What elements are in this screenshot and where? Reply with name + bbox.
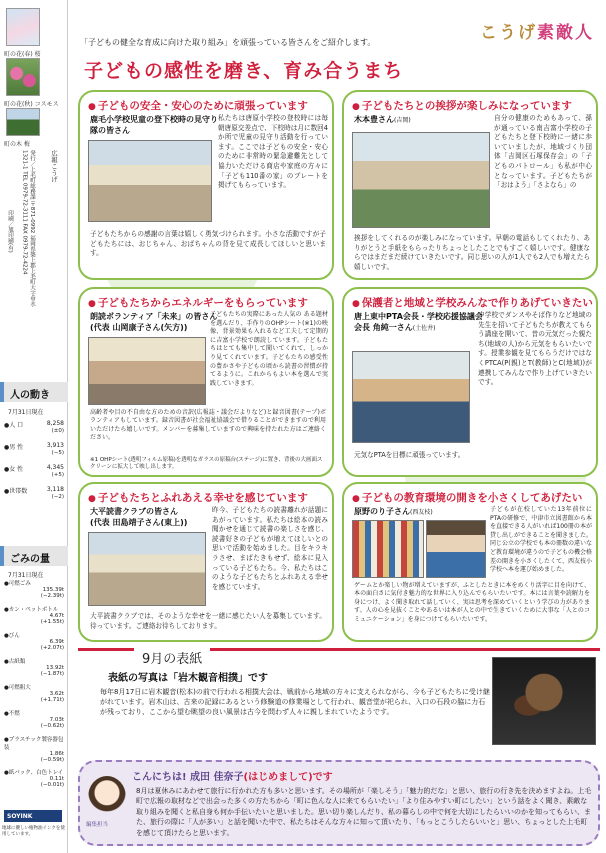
cover-section [78, 648, 600, 756]
garbage-row: ●可燃ごみ 135.39t (−2.39t) [4, 581, 64, 599]
garbage-row: ●紙パック、白色トレイ 0.11t (−0.01t) [4, 770, 64, 788]
panel-org: 原野のり子さん(西友枝) [354, 507, 433, 516]
panel-org: 朗読ボランティア「未来」の皆さん (代表 山岡康子さん(矢方)) [90, 312, 218, 332]
panel-body: 子どもたちの実際にあった人気の ある題材を選んだり、手作りのOHPシート(※1)の映像、背景効果も入れるなど工夫して定期的に吉富小学校で朗読しています。子どもたちはとても集中して聞いてくれて、しっかり見てくれています。子どもたちの感受性の豊かさや子どもの頃から読書の習慣が持てるように。これからもよい本を選んで実践していきます。 [210, 311, 328, 387]
greeting-body: 8月は夏休みにあわせて旅行に行かれた方も多いと思います。その場所が「楽しそう」「魅力的だな」と思い、旅行の行き先を決めますよね。上毛町で広報の取材などで出会った多くの方たちから「町に色んな人に来てもらいたい」「より住みやすい町にしたい」という話をよく聞き、素敵な取り組みを聞くと私自身も何か手伝いたいと思いました。思い切り楽しんだり、私の暮らしの中で何を大切にしたらいいのかを知ってもらい、また、旅行の際に「人が多い」と話を聞いた中で、私たちはそんな方々に知って頂いたり、「もっとこうしたらいいと」思い、ちょっとした上毛町を感じて頂けたらと思います。 [136, 787, 592, 837]
magazine-title: 広報こうげ [50, 150, 58, 183]
soy-ink-note: 地球に優しい植物油インクを使用しています。 [2, 826, 65, 837]
editor-tag: 編集担当 [86, 822, 109, 828]
population-row: ●女 性 4,345 (+5) [4, 464, 64, 478]
elder-photo [352, 132, 490, 228]
panel-body: 昨今、子どもたちの読書離れが話題にあがっています。私たちは絵本の読み聞かせを通じて読書の楽しさを感じ、読書好きの子どもが増えてほしいとの思いで活動を始めました。目をキラキラさせ、まばたきもせず、絵本に見入っている子どもたち。今、私たちはこのような子どもたちとふれあえる幸せを感じています。 [212, 506, 328, 591]
panel-org: 唐上東中PTA会長・学校応援協議会会長 角純一さん(土佐井) [354, 312, 483, 332]
panel-greeting [342, 90, 598, 280]
panel-title: ● 子どもの安全・安心のために頑張っています [88, 98, 308, 113]
garbage-row: ●プラスチック製容器包装 1.86t (−0.59t) [4, 737, 64, 763]
garbage-row: ●可燃粗大 3.62t (+1.71t) [4, 685, 64, 703]
panel-org: 大平読書クラブの皆さん (代表 田島靖子さん(東上)) [90, 507, 188, 527]
panel-note: ※1 OHPシート(透明フィルム原稿)を透明なガラスの原稿台(ステージ)に置き、背後の大画面スクリーンに拡大して映し出します。 [90, 457, 323, 470]
panel-body-2: 挨拶をしてくれるのが楽しみになっています。早朝の電話もしてくれたり、ありがとうと手紙をもらったりちょっとしたことでもすごく嬉しいです。健康ならではまだまだ続けていきたいです。同じ思いの人が1人でも2人でも増えたら嬉しいです。 [354, 234, 590, 271]
bookshelf-photo [352, 520, 424, 578]
population-row: ●世帯数 3,118 (−2) [4, 486, 64, 500]
panel-title: ● 子どもたちとの挨拶が楽しみになっています [352, 98, 572, 113]
intro-text: 「子どもの健全な育成に向けた取り組み」を頑張っている皆さんをご紹介します。 [80, 38, 376, 47]
plum-photo [6, 108, 40, 136]
garbage-row: ●びん 6.39t (+2.07t) [4, 633, 64, 651]
panel-body-2: 大平読書クラブでは、そのような幸せを一緒に感じたい人を募集しています。待っています。ご連絡お待ちしております。 [90, 612, 326, 630]
man-photo [352, 351, 470, 443]
page-headline: 子どもの感性を磨き、育み合うまち [84, 60, 404, 82]
garbage-date: 7月31日現在 [8, 572, 44, 579]
panel-title: ● 子どもたちからエネルギーをもらっています [88, 295, 308, 310]
garbage-heading: ごみの量 [0, 546, 68, 566]
panel-org: 鹿毛小学校児童の登下校時の見守り隊の皆さん [90, 115, 218, 135]
panel-body: 中学校でダンスやそば作りなど地域の先生を招いて子どもたちが教えてもらう講座を開いて、昔の元気だった親たち(地域の人)から元気をもらいたいです。授業参観を見てもらうだけではなくPTCA(P(親)とT(教師)とC(地域))が連携してみんなで作り上げていきたいです。 [478, 311, 592, 387]
garbage-row: ●カン・ペットボトル 4.67t (+1.55t) [4, 607, 64, 625]
main-content [70, 0, 606, 853]
panel-body-2: 子どもたちからの感謝の言葉は嬉しく勇気づけられます。小さな活動ですが子どもたちには、おじちゃん、おばちゃんの背を見て成長してほしいと思います。 [90, 230, 326, 258]
editor-greeting [78, 760, 600, 846]
greeting-title: こんにちは! 成田 佳奈子(はじめまして)です [132, 772, 333, 783]
panel-reading [78, 482, 334, 642]
panel-title: ● 子どもたちとふれあえる幸せを感じています [88, 490, 308, 505]
club-photo [88, 532, 206, 606]
panel-title: ● 保護者と地域と学校みんなで作りあげていきたい [352, 295, 593, 310]
cover-label: 9月の表紙 [134, 648, 210, 667]
panel-education [342, 482, 598, 642]
class-photo [88, 337, 206, 405]
panel-org: 木本豊さん(吉岡) [354, 115, 411, 124]
panel-title: ● 子どもの教育環境の開きを小さくしてあげたい [352, 490, 582, 505]
sidebar [0, 0, 68, 853]
lady-photo [426, 520, 486, 578]
caption-cosmos: 町の花(秋) コスモス [4, 101, 59, 108]
panel-body-2: ゲームとか楽しい物が増えていますが、ふとしたときに本をめくり活字に目を向けて、本の面白さに気付き魅力的な世界に入り込んでもらいたいです。本には言葉や読解力を身につけ、よく聞き取れて話していく、実は思考を深めていくという学びの力があります。人の心を見抜くことやあるいは本が人との中で生きていくために大事な「人とのコミュニケーション」を身につけてもらいたいです。 [354, 582, 590, 623]
publisher-info: 発行／上毛町総務課 〒871-0992 福岡県築上郡上毛町大字垂水1321-1 TEL 0979-72-3111 FAX 0979-72-4224 [21, 150, 35, 307]
group-photo [88, 140, 212, 222]
series-title: こうげ素敵人 [480, 23, 594, 43]
population-date: 7月31日現在 [8, 409, 44, 416]
print-info: 印刷／旭印刷(有) [7, 210, 13, 253]
panel-body: 自分の健康のためもあって、孫が通っている南吉富小学校の子どもたちと登下校時に一緒に歩いていましたが、地域づくり団体「吉岡区石塚保存会」の「子どものパトロール」も私が中心となっています。子どもたちが「おはよう」「さよなら」の [494, 114, 592, 190]
cosmos-photo [6, 58, 40, 96]
panel-body: 子どもが在校していた13年前位にPTAの研修で、中津市立図書館から本を直接できる人がいれば100冊の本が貸し出しができることを聞きました。同じ公立の学校でも本の冊数の違いなど教育環境が違うので子どもの機会格差の開きを小さくしたくて、西友枝小学校へ本を運び始めました。 [490, 506, 593, 574]
caption-plum: 町の木 梅 [4, 141, 30, 148]
cover-title: 表紙の写真は「岩木観音相撲」です [108, 673, 268, 684]
panel-body-2: 元気なPTAを目標に頑張っています。 [354, 451, 465, 459]
editor-avatar [88, 776, 126, 818]
cherry-photo [6, 8, 40, 46]
panel-energy [78, 287, 334, 477]
panel-body: 私たちは唐原小学校の登校時には毎朝唐原交差点で、下校時は月に数回4か所で児童の見守り活動を行っています。ここでは子どもの安全・安心のために非常時の緊急避難先として協力いただける商店や家庭の方々に「子ども110番の家」のプレートを掲げてもらっています。 [218, 114, 328, 190]
population-row: ●人 口 8,258 (±0) [4, 420, 64, 434]
panel-safety [78, 90, 334, 280]
feature-panels [78, 82, 600, 642]
cover-body: 毎年8月17日に岩木観音(松本)の前で行われる相撲大会は、戦前から地域の方々に支えられながら、今も子どもたちに受け継がれています。岩木山は、古来の記録にあるという修験道の修業場として行われ、観音堂が祀られ、入口の石段の脇に力石が残っており、ここから望む眺望の良い風景は古今を問わず人々に親しまれていたようです。 [100, 688, 490, 716]
sumo-photo [492, 657, 596, 745]
soy-ink-logo: SOYINK [4, 810, 62, 822]
panel-body-2: 高齢者や目の不自由な方のための音訳(広報誌・議会だよりなど)と録音図書(テープ)ボランティアもしています。録音図書が社会福祉協議会で借りることができますので利用いただけたら嬉しいです。メンバーを募集していますので興味を持たれた方はご連絡ください。 [90, 409, 326, 442]
population-heading: 人の動き [0, 382, 68, 402]
panel-pta [342, 287, 598, 477]
garbage-row: ●古紙類 13.92t (−1.87t) [4, 659, 64, 677]
population-row: ●男 性 3,913 (−5) [4, 442, 64, 456]
caption-cherry: 町の花(春) 桜 [4, 51, 41, 58]
garbage-row: ●不燃 7.03t (−0.62t) [4, 711, 64, 729]
